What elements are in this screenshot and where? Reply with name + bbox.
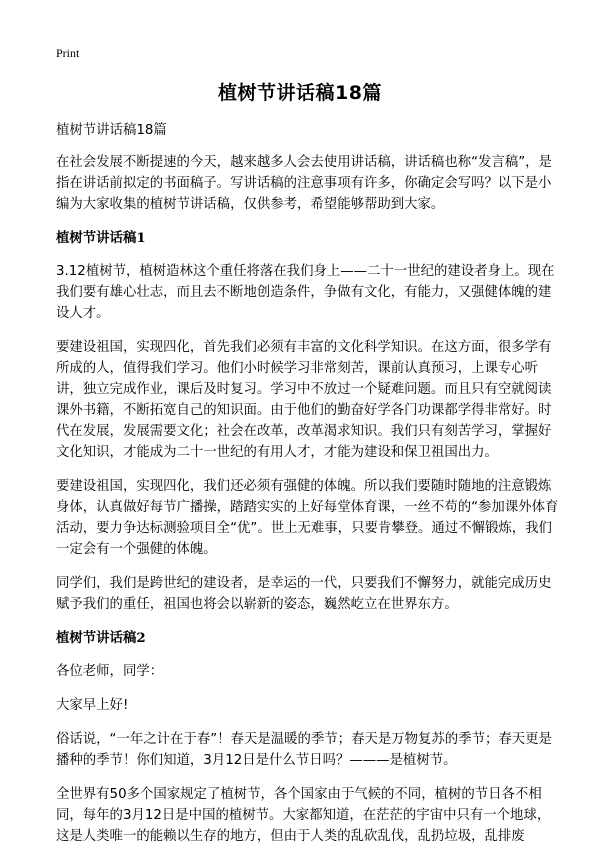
page-title: 植树节讲话稿18篇 [218, 82, 382, 104]
section1-paragraph: 要建设祖国，实现四化，我们还必须有强健的体魄。所以我们要随时随地的注意锻炼身体，认真做好每节广播操，踏踏实实的上好每堂体育课，一丝不苟的“参加课外体育活动，要力争达标测验项目全“优”。世上无难事，只要肯攀登。通过不懈锻炼，我们一定会有一个强健的体魄。 [56, 479, 559, 557]
section2-paragraph: 大家早上好! [56, 698, 129, 713]
document-body [56, 120, 560, 860]
section-heading-2: 植树节讲话稿2 [56, 630, 146, 646]
section1-paragraph: 要建设祖国，实现四化，首先我们必须有丰富的文化科学知识。在这方面，很多学有所成的人，值得我们学习。他们小时候学习非常刻苦，课前认真预习，上课专心听讲，独立完成作业，课后及时复习。学习中不放过一个疑难问题。而且只有空就阅读课外书籍，不断拓宽自己的知识面。由于他们的勤奋好学各门功课都学得非常好。时代在发展，发展需要文化；社会在改革，改革渴求知识。我们只有刻苦学习，掌握好文化知识，才能成为二十一世纪的有用人才，才能为建设和保卫祖国出力。 [56, 340, 552, 460]
section2-paragraph: 俗话说，“一年之计在于春”！春天是温暖的季节；春天是万物复苏的季节；春天更是播种的季节！你们知道，3月12日是什么节日吗？———是植树节。 [56, 732, 552, 768]
section-heading-1: 植树节讲话稿1 [56, 230, 146, 246]
section1-paragraph: 同学们，我们是跨世纪的建设者，是幸运的一代，只要我们不懈努力，就能完成历史赋予我们的重任，祖国也将会以崭新的姿态，巍然屹立在世界东方。 [56, 576, 552, 612]
section2-paragraph: 各位老师，同学： [56, 664, 164, 679]
section1-paragraph: 3.12植树节，植树造林这个重任将落在我们身上——二十一世纪的建设者身上。现在我们要有雄心壮志，而且去不断地创造条件，争做有文化，有能力，又强健体魄的建设人才。 [56, 264, 555, 321]
intro-paragraph: 在社会发展不断提速的今天，越来越多人会去使用讲话稿，讲话稿也称“发言稿”，是指在讲话前拟定的书面稿子。写讲话稿的注意事项有许多，你确定会写吗？以下是小编为大家收集的植树节讲话稿，仅供参考，希望能够帮助到大家。 [56, 155, 552, 212]
section2-paragraph: 全世界有50多个国家规定了植树节，各个国家由于气候的不同，植树的节日各不相同，每年的3月12日是中国的植树节。大家都知道，在茫茫的宇宙中只有一个地球，这是人类唯一的能赖以生存的地方，但由于人类的乱砍乱伐，乱扔垃圾，乱排废 [56, 787, 551, 844]
print-label: Print [56, 46, 80, 60]
document-subtitle: 植树节讲话稿18篇 [56, 123, 167, 138]
